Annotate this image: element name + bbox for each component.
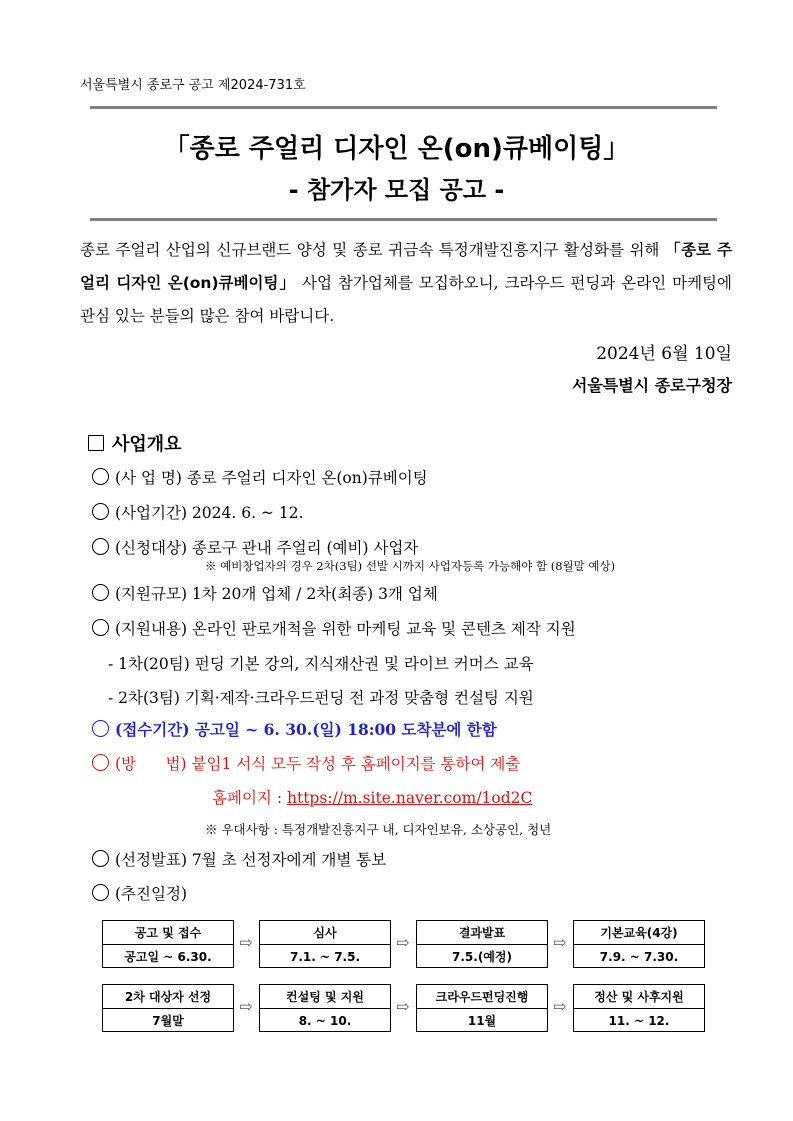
item-method bbox=[92, 752, 520, 774]
right-arrow-icon: ⇨ bbox=[239, 933, 253, 952]
circle-bullet-icon bbox=[92, 720, 109, 737]
flow-step-date: 7월말 bbox=[152, 1014, 184, 1028]
flow-step-date: 7.9. ~ 7.30. bbox=[599, 949, 679, 964]
flow-step-label: 심사 bbox=[260, 921, 390, 945]
flow-step-date: 7.5.(예정) bbox=[452, 950, 512, 964]
content-sub-2: - 2차(3팀) 기획·제작·크라우드펀딩 전 과정 맞춤형 컨설팅 지원 bbox=[108, 689, 534, 707]
circle-bullet-icon bbox=[92, 850, 109, 867]
flow-step-date: 8. ~ 10. bbox=[298, 1013, 352, 1028]
item-schedule bbox=[92, 882, 187, 904]
flow-step-label: 정산 및 사후지원 bbox=[574, 985, 704, 1009]
right-arrow-icon: ⇨ bbox=[553, 997, 567, 1016]
right-arrow-icon: ⇨ bbox=[239, 997, 253, 1016]
content-sub-1: - 1차(20팀) 펀딩 기본 강의, 지식재산권 및 라이브 커머스 교육 bbox=[108, 655, 534, 673]
flow-step-label: 결과발표 bbox=[417, 921, 547, 945]
item-announce bbox=[92, 848, 386, 870]
flow-step-label: 기본교육(4강) bbox=[574, 921, 704, 945]
flow-step-date: 11. ~ 12. bbox=[608, 1013, 670, 1028]
item-text: (신청대상) 종로구 관내 주얼리 (예비) 사업자 bbox=[115, 539, 419, 557]
document-number: 서울특별시 종로구 공고 제2024-731호 bbox=[80, 78, 306, 93]
right-arrow-icon: ⇨ bbox=[396, 997, 410, 1016]
item-scale bbox=[92, 582, 438, 604]
preference-note: ※ 우대사항 : 특정개발진흥지구 내, 디자인보유, 소상공인, 청년 bbox=[205, 822, 552, 837]
item-text: (방 법) 붙임1 서식 모두 작성 후 홈페이지를 통하여 제출 bbox=[115, 755, 521, 773]
flow-step bbox=[102, 984, 234, 1032]
item-text: (사업기간) 2024. 6. ~ 12. bbox=[115, 504, 304, 522]
flow-step bbox=[259, 984, 391, 1032]
section-title: 사업개요 bbox=[112, 434, 182, 455]
item-text: (지원내용) 온라인 판로개척을 위한 마케팅 교육 및 콘텐츠 제작 지원 bbox=[115, 620, 576, 638]
homepage-label: 홈페이지 : bbox=[212, 789, 283, 807]
flow-step bbox=[573, 984, 705, 1032]
circle-bullet-icon bbox=[92, 538, 109, 555]
item-content bbox=[92, 617, 576, 639]
item-project-name bbox=[92, 466, 428, 488]
flow-step-date: 7.1. ~ 7.5. bbox=[289, 949, 361, 964]
flow-step bbox=[102, 920, 234, 968]
flow-step-date: 11월 bbox=[467, 1014, 497, 1028]
flow-step-label: 컨설팅 및 지원 bbox=[260, 985, 390, 1009]
circle-bullet-icon bbox=[92, 884, 109, 901]
flow-step bbox=[416, 920, 548, 968]
circle-bullet-icon bbox=[92, 503, 109, 520]
top-divider bbox=[90, 106, 717, 109]
homepage-link[interactable]: https://m.site.naver.com/1od2C bbox=[286, 789, 533, 807]
item-text: (접수기간) 공고일 ~ 6. 30.(일) 18:00 도착분에 한함 bbox=[115, 720, 497, 739]
target-note: ※ 예비창업자의 경우 2차(3팀) 선발 시까지 사업자등록 가능해야 함 (8월말 예상) bbox=[205, 559, 616, 573]
signer: 서울특별시 종로구청장 bbox=[571, 376, 732, 395]
flow-step-date: 공고일 ~ 6.30. bbox=[124, 950, 212, 964]
item-text: (지원규모) 1차 20개 업체 / 2차(최종) 3개 업체 bbox=[115, 585, 438, 603]
circle-bullet-icon bbox=[92, 584, 109, 601]
right-arrow-icon: ⇨ bbox=[553, 933, 567, 952]
section-heading bbox=[88, 430, 182, 456]
item-text: (추진일정) bbox=[115, 885, 187, 903]
intro-text-1: 종로 주얼리 산업의 신규브랜드 양성 및 종로 귀금속 특정개발진흥지구 활성화를 위해 bbox=[80, 241, 660, 259]
intro-highlight: 「종로 주얼리 디자인 온(on)큐베이팅」 bbox=[80, 241, 733, 292]
flow-step bbox=[259, 920, 391, 968]
item-target bbox=[92, 536, 418, 558]
item-period bbox=[92, 501, 304, 523]
flow-step-label: 2차 대상자 선정 bbox=[103, 985, 233, 1009]
flow-step-label: 공고 및 접수 bbox=[103, 921, 233, 945]
intro-paragraph bbox=[80, 234, 732, 333]
homepage-line bbox=[212, 786, 532, 808]
page-title: 「종로 주얼리 디자인 온(on)큐베이팅」 bbox=[163, 134, 630, 164]
item-text: (사 업 명) 종로 주얼리 디자인 온(on)큐베이팅 bbox=[115, 469, 428, 487]
bottom-divider bbox=[90, 218, 717, 221]
circle-bullet-icon bbox=[92, 468, 109, 485]
flow-step-label: 크라우드펀딩진행 bbox=[417, 985, 547, 1009]
item-text: (선정발표) 7월 초 선정자에게 개별 통보 bbox=[115, 851, 387, 869]
flow-step bbox=[416, 984, 548, 1032]
right-arrow-icon: ⇨ bbox=[396, 933, 410, 952]
square-bullet-icon bbox=[88, 435, 104, 451]
item-reception bbox=[92, 718, 497, 740]
flow-step bbox=[573, 920, 705, 968]
announcement-date: 2024년 6월 10일 bbox=[596, 344, 732, 364]
page-subtitle: - 참가자 모집 공고 - bbox=[288, 176, 505, 204]
intro-text-2: 사업 참가업체를 모집하오니, 크라우드 펀딩과 온라인 마케팅에 관심 있는 분들의 많은 참여 바랍니다. bbox=[80, 274, 733, 325]
circle-bullet-icon bbox=[92, 754, 109, 771]
circle-bullet-icon bbox=[92, 619, 109, 636]
